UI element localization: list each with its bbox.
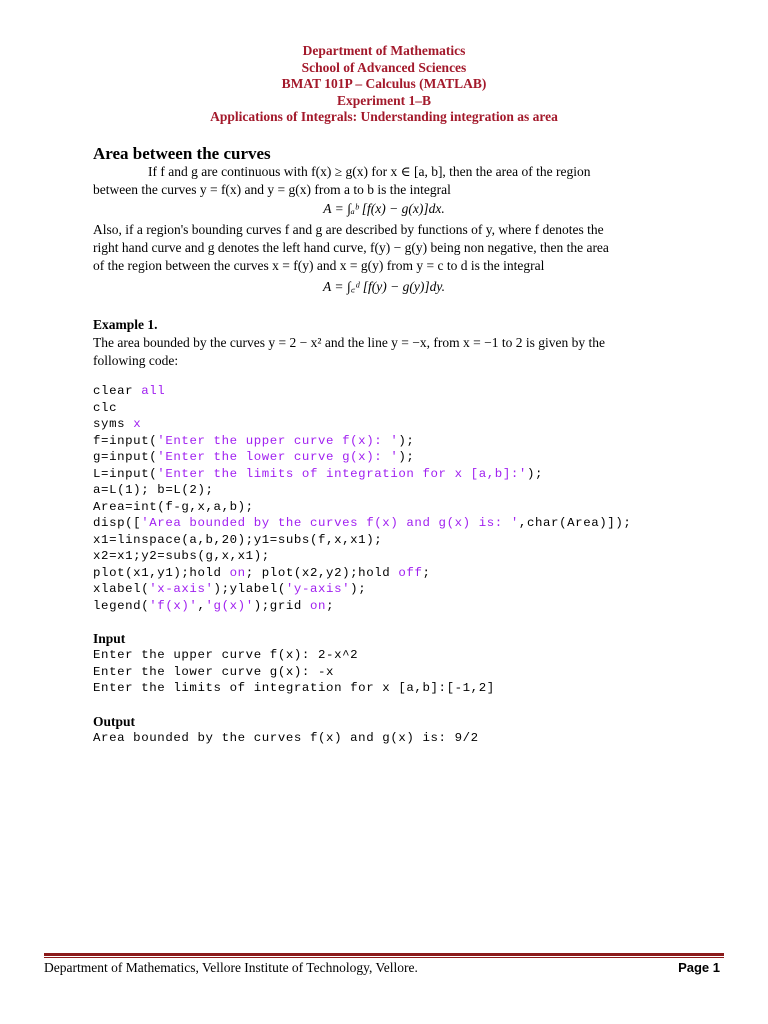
code-text: ;	[326, 598, 335, 613]
code-text: ;	[422, 565, 431, 580]
code-text: ,char(Area)]);	[518, 516, 632, 530]
code-text: ; plot(x2,y2);hold	[245, 565, 399, 580]
code-line	[93, 466, 631, 483]
input-title: Input	[93, 631, 126, 646]
output-line: Area bounded by the curves f(x) and g(x) is: 9/2	[93, 731, 479, 745]
header-topic: Applications of Integrals: Understanding integration as area	[210, 109, 558, 124]
equation-2: A = ∫꜀ᵈ [f(y) − g(y)]dy.	[323, 279, 445, 294]
example-line2: following code:	[93, 353, 179, 368]
code-line	[93, 565, 631, 582]
code-keyword: 'x-axis'	[149, 582, 214, 596]
code-text: clear	[93, 384, 142, 398]
code-text: L=input(	[93, 466, 158, 481]
code-text: disp([	[93, 516, 142, 530]
document-header	[0, 43, 768, 126]
para1-line2: between the curves y = f(x) and y = g(x) from a to b is the integral	[93, 182, 451, 197]
header-school: School of Advanced Sciences	[301, 59, 467, 75]
code-keyword: on	[229, 565, 246, 580]
code-text: );	[398, 450, 415, 464]
code-keyword: off	[398, 565, 423, 580]
code-keyword: 'g(x)'	[205, 598, 254, 613]
code-text: xlabel(	[93, 582, 150, 596]
para2-line2: right hand curve and g denotes the left hand curve, f(y) − g(y) being non negative, then the area	[93, 240, 609, 255]
code-text: clc	[93, 400, 118, 415]
code-keyword: 'Enter the lower curve g(x): '	[157, 450, 399, 464]
code-line	[93, 515, 631, 532]
code-line	[93, 482, 631, 499]
para1-line1: If f and g are continuous with f(x) ≥ g(x) for x ∈ [a, b], then the area of the region	[148, 164, 591, 179]
para2-line3: of the region between the curves x = f(y) and x = g(y) from y = c to d is the integral	[93, 258, 545, 273]
code-line	[93, 383, 631, 400]
code-keyword: 'Enter the upper curve f(x): '	[157, 433, 399, 448]
input-line: Enter the upper curve f(x): 2-x^2	[93, 648, 359, 662]
header-department: Department of Mathematics	[302, 43, 466, 58]
code-keyword: 'y-axis'	[285, 582, 351, 596]
code-text: );grid	[253, 598, 310, 613]
footer-institution: Department of Mathematics, Vellore Institute of Technology, Vellore.	[44, 960, 418, 975]
code-line	[93, 416, 631, 433]
code-text: legend(	[93, 598, 150, 613]
code-text: syms	[93, 417, 134, 431]
code-keyword: x	[133, 417, 142, 431]
footer-divider-thin	[44, 957, 724, 958]
code-line	[93, 532, 631, 549]
code-text: );	[526, 466, 544, 481]
code-keyword: 'Area bounded by the curves f(x) and g(x) is: '	[141, 516, 519, 530]
code-keyword: 'f(x)'	[149, 598, 198, 613]
code-line	[93, 449, 631, 466]
code-line	[93, 400, 631, 417]
matlab-code-block	[93, 383, 631, 614]
code-line	[93, 581, 631, 598]
code-text: Area=int(f-g,x,a,b);	[93, 499, 254, 514]
code-text: f=input(	[93, 433, 158, 448]
code-text: );	[398, 433, 415, 448]
code-line	[93, 433, 631, 450]
input-block	[93, 647, 495, 697]
equation-1: A = ∫ₐᵇ [f(x) − g(x)]dx.	[323, 201, 445, 216]
output-block	[93, 730, 479, 747]
footer-divider	[44, 953, 724, 956]
header-course: BMAT 101P – Calculus (MATLAB)	[281, 76, 487, 91]
code-text: g=input(	[93, 450, 158, 464]
code-text: plot(x1,y1);hold	[93, 565, 230, 580]
code-text: ,	[197, 598, 206, 613]
input-line: Enter the lower curve g(x): -x	[93, 664, 335, 679]
para2-line1: Also, if a region's bounding curves f and g are described by functions of y, where f denotes the	[93, 222, 604, 237]
code-line	[93, 499, 631, 516]
code-keyword: on	[309, 598, 327, 613]
header-experiment: Experiment 1–B	[336, 92, 432, 108]
page-number: Page 1	[678, 960, 720, 975]
code-line	[93, 598, 631, 615]
code-text: );	[350, 582, 367, 596]
example-line1: The area bounded by the curves y = 2 − x² and the line y = −x, from x = −1 to 2 is given by the	[93, 335, 605, 350]
output-title: Output	[93, 714, 136, 729]
code-line	[93, 548, 631, 565]
code-text: );ylabel(	[213, 582, 286, 596]
example-title: Example 1.	[93, 317, 158, 332]
code-keyword: 'Enter the limits of integration for x [a,b]:'	[157, 466, 527, 481]
code-text: x2=x1;y2=subs(g,x,x1);	[93, 549, 270, 563]
code-keyword: all	[141, 384, 166, 398]
input-line: Enter the limits of integration for x [a,b]:[-1,2]	[93, 681, 495, 695]
code-text: x1=linspace(a,b,20);y1=subs(f,x,x1);	[93, 532, 383, 547]
section-title: Area between the curves	[93, 144, 271, 163]
code-text: a=L(1); b=L(2);	[93, 483, 214, 497]
